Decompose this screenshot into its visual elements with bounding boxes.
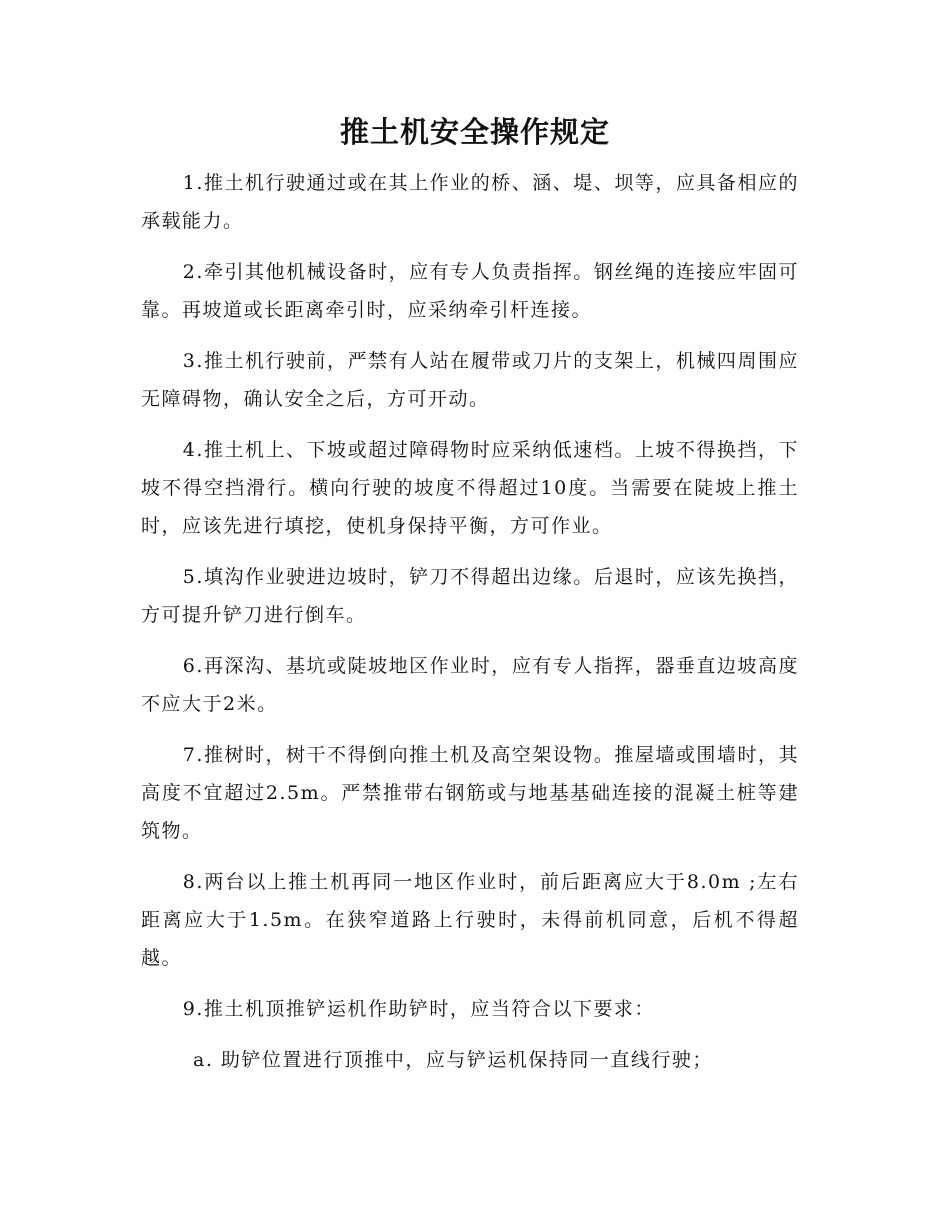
paragraph-9: 9.推土机顶推铲运机作助铲时，应当符合以下要求： [182, 998, 655, 1020]
sub-item-a: a. 助铲位置进行顶推中，应与铲运机保持同一直线行驶； [193, 1049, 713, 1071]
paragraph-3: 3.推土机行驶前，严禁有人站在履带或刀片的支架上，机械四周围应无障碍物，确认安全之后，方可开动。 [141, 350, 799, 410]
paragraph-8: 8.两台以上推土机再同一地区作业时，前后距离应大于8.0m ;左右距离应大于1.5m。在狭窄道路上行驶时，未得前机同意，后机不得超越。 [141, 871, 799, 969]
paragraph-2: 2.牵引其他机械设备时，应有专人负责指挥。钢丝绳的连接应牢固可靠。再坡道或长距离牵引时，应采纳牵引杆连接。 [141, 261, 799, 321]
paragraph-4: 4.推土机上、下坡或超过障碍物时应采纳低速档。上坡不得换挡，下坡不得空挡滑行。横向行驶的坡度不得超过10度。当需要在陡坡上推土时，应该先进行填挖，使机身保持平衡，方可作业。 [141, 439, 799, 537]
paragraph-5: 5.填沟作业驶进边坡时，铲刀不得超出边缘。后退时，应该先换挡，方可提升铲刀进行倒车。 [141, 566, 799, 626]
document-title: 推土机安全操作规定 [339, 115, 610, 149]
paragraph-7: 7.推树时，树干不得倒向推土机及高空架设物。推屋墙或围墙时，其高度不宜超过2.5m。严禁推带右钢筋或与地基基础连接的混凝土桩等建筑物。 [141, 744, 799, 842]
paragraph-1: 1.推土机行驶通过或在其上作业的桥、涵、堤、坝等，应具备相应的承载能力。 [141, 172, 799, 232]
paragraph-6: 6.再深沟、基坑或陡坡地区作业时，应有专人指挥，器垂直边坡高度不应大于2米。 [141, 655, 799, 715]
document-body [141, 164, 799, 1079]
